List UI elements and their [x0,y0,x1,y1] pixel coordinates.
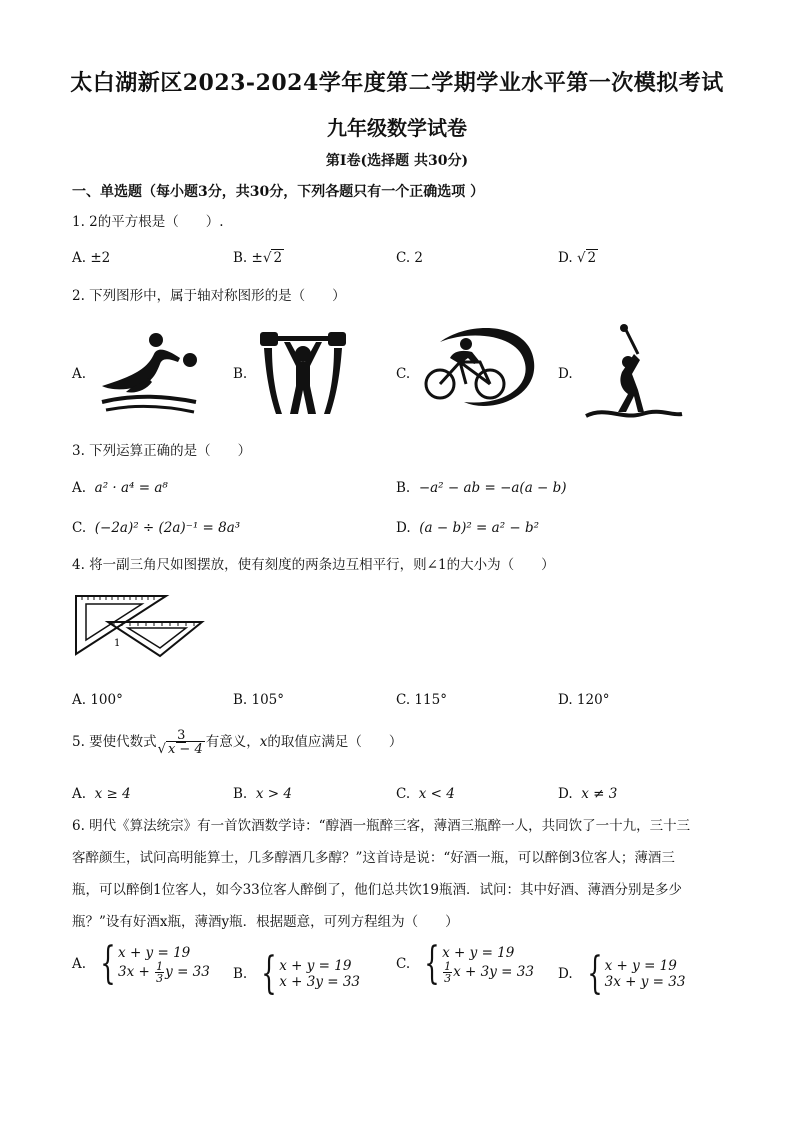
q6-option-b-system [255,948,361,999]
q5-option-d [558,786,617,802]
q2-option-b: B. [233,366,248,382]
q5-numerator: 3 [177,728,186,743]
q4-option-b: B. 105° [233,692,285,708]
q5-option-d-label: D. [558,786,573,802]
q6-option-d-eq2: 3x + y = 33 [604,974,686,990]
exam-title: 太白湖新区2023-2024学年度第二学期学业水平第一次模拟考试 [70,70,724,96]
q5-variable: x [259,734,268,751]
q1-option-b [233,250,284,266]
q5-radicand: x − 4 [167,742,203,757]
q6-option-d-system [581,948,686,999]
q6-option-c-label: C. [396,956,411,972]
q6-option-b-label: B. [233,966,248,982]
q5-option-b-label: B. [233,786,248,802]
q6-option-d-eq1: x + y = 19 [604,958,677,974]
cycling-icon [420,322,540,412]
q2-option-a: A. [72,366,87,382]
q6-option-b-eq2: x + 3y = 33 [279,974,361,990]
q4-stem: 4. 将一副三角尺如图摆放，使有刻度的两条边互相平行，则∠1的大小为（ ） [72,557,555,573]
q5-stem [72,729,402,756]
q5-option-b-expr: x > 4 [255,786,292,802]
q1-stem: 1. 2的平方根是（ ）. [72,214,224,230]
q6-option-b-eq1: x + y = 19 [279,958,352,974]
q1-option-d-radicand: 2 [587,250,597,266]
q3-stem: 3. 下列运算正确的是（ ） [72,443,252,459]
q6-option-a [72,938,210,989]
q6-option-a-eq1: x + y = 19 [118,944,191,961]
brace: { [424,938,440,989]
q3-option-d-label: D. [396,520,411,536]
golf-icon [582,324,686,424]
q4-option-c: C. 115° [396,692,447,708]
handball-icon [96,328,204,418]
q5-stem-pre: 5. 要使代数式 [72,734,157,751]
q6-line-3: 瓶，可以醉倒1位客人，如今33位客人醉倒了，他们总共饮19瓶酒．试问：其中好酒、薄酒分别是多少 [72,882,682,898]
q3-option-a-expr: a² · a⁴ = a⁸ [94,480,168,496]
q6-option-a-label: A. [72,956,87,972]
q5-option-c-label: C. [396,786,411,802]
q3-option-b-label: B. [396,480,411,496]
q5-option-d-expr: x ≠ 3 [581,786,618,802]
brace: { [586,948,603,999]
q1-option-b-radicand: 2 [273,250,283,266]
triangle-rulers-figure [72,588,212,660]
q5-stem-post: 有意义， [205,734,260,751]
sqrt-sign: √ [576,250,586,266]
q6-stem [72,810,724,938]
sqrt-sign: √ [157,742,166,757]
q5-stem-end: 的取值应满足（ ） [267,734,403,751]
q6-option-c-system [418,938,534,989]
weightlifting-icon [258,326,348,418]
q3-option-d [396,520,539,536]
q6-option-d-label: D. [558,966,573,982]
q1-option-a: A. ±2 [72,250,111,266]
q3-option-b [396,480,567,496]
q5-fraction [158,729,205,756]
q1-option-b-label: B. ± [233,250,263,266]
brace: { [100,938,116,989]
q3-option-c-expr: (−2a)² ÷ (2a)⁻¹ = 8a³ [94,520,241,536]
q6-line-4: 瓶？”设有好酒x瓶，薄酒y瓶．根据题意，可列方程组为（ ） [72,914,459,930]
q4-option-d: D. 120° [558,692,610,708]
part-heading: 第Ⅰ卷(选择题 共30分) [325,153,469,169]
q6-option-a-system [94,938,210,989]
q2-stem: 2. 下列图形中，属于轴对称图形的是（ ） [72,288,346,304]
q6-option-c [396,938,534,989]
q5-option-a-label: A. [72,786,87,802]
q1-option-d-label: D. [558,250,577,266]
section-heading: 一、单选题（每小题3分，共30分，下列各题只有一个正确选项 ） [72,184,485,200]
q5-option-a-expr: x ≥ 4 [94,786,131,802]
q5-option-b [233,786,292,802]
angle-label: 1 [114,638,121,649]
q2-option-c: C. [396,366,411,382]
q3-option-b-expr: −a² − ab = −a(a − b) [418,480,567,496]
brace: { [261,948,277,999]
q3-option-c-label: C. [72,520,87,536]
q6-option-c-eq1: x + y = 19 [442,944,515,961]
q1-option-c: C. 2 [396,250,424,266]
q5-option-c [396,786,455,802]
q1-option-d [558,250,598,266]
q5-option-a [72,786,131,802]
q2-option-d: D. [558,366,573,382]
q5-option-c-expr: x < 4 [418,786,455,802]
q5-denominator [158,743,205,756]
q3-option-a-label: A. [72,480,87,496]
q4-option-a: A. 100° [72,692,123,708]
sqrt-sign: √ [262,250,272,266]
q6-line-2: 客醉颜生，试问高明能算士，几多醇酒几多醇？”这首诗是说：“好酒一瓶，可以醉倒3位客人；薄酒三 [72,850,675,866]
q3-option-a [72,480,168,496]
q3-option-d-expr: (a − b)² = a² − b² [419,520,540,536]
q6-option-c-eq2: $\frac{1}{3}$ x + 3y = 33 [444,959,534,985]
q6-line-1: 6. 明代《算法统宗》有一首饮酒数学诗：“醇酒一瓶醉三客，薄酒三瓶醉一人，共同饮了一十九，三十三 [72,818,691,834]
q6-option-d [558,948,686,999]
q3-option-c [72,520,240,536]
q6-option-a-eq2: 3x + $\frac{1}{3}$ y = 33 [118,959,210,985]
q6-option-b [233,948,361,999]
exam-subtitle: 九年级数学试卷 [327,116,467,140]
